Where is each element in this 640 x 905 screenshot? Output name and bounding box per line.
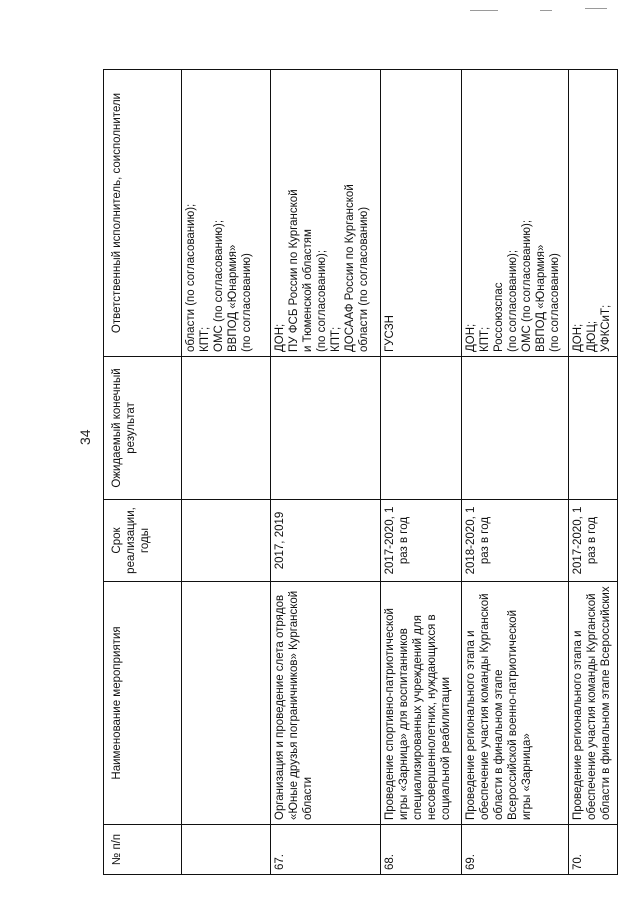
row-period: 2017, 2019 <box>271 500 381 582</box>
executor-line: ДОСААФ России по Курганской <box>344 184 356 352</box>
row-period: 2018-2020, 1 раз в год <box>462 500 569 582</box>
header-num: № п/п <box>104 825 182 875</box>
table-row <box>381 70 462 875</box>
executor-line: (по согласованию); <box>316 249 328 352</box>
row-result <box>182 357 271 500</box>
executor-line: ДОН; <box>572 323 584 352</box>
executor-line: УФКСиТ; <box>600 304 612 352</box>
row-executor <box>381 70 462 357</box>
executor-line: КПТ; <box>330 326 342 352</box>
table-row <box>569 70 618 875</box>
row-num: 69. <box>462 825 569 875</box>
executor-line: ПУ ФСБ России по Курганской <box>288 189 300 352</box>
header-name: Наименование мероприятия <box>104 582 182 825</box>
row-name: Проведение спортивно-патриотической игры «Зарница» для воспитанников специализированных учреждений для несовершеннолетних, нуждающихся в социальной реабилитации <box>381 582 462 825</box>
table-row <box>182 70 271 875</box>
row-result <box>271 357 381 500</box>
row-executor <box>569 70 618 357</box>
table-row <box>271 70 381 875</box>
executor-line: области (по согласованию); <box>185 203 197 352</box>
executor-line: области (по согласованию) <box>358 206 370 352</box>
row-num: 68. <box>381 825 462 875</box>
row-executor <box>271 70 381 357</box>
row-name: Проведение регионального этапа и обеспечение участия команды Курганской области в финальном этапе Всероссийской военно-патриотической игры «Зарница» <box>462 582 569 825</box>
row-num: 70. <box>569 825 618 875</box>
rotated-table-sheet <box>103 70 622 875</box>
scan-mark <box>470 10 498 11</box>
executor-line: (по согласованию) <box>241 253 253 352</box>
scan-mark <box>585 8 607 9</box>
executor-line: ГУСЗН <box>384 315 396 352</box>
table-row <box>462 70 569 875</box>
row-executor <box>182 70 271 357</box>
executor-line: ВВПОД «Юнармия» <box>227 244 239 352</box>
executor-line: и Тюменской областям <box>302 229 314 352</box>
executor-line: (по согласованию); <box>507 249 519 352</box>
row-name: Организация и проведение слета отрядов «Юные друзья пограничников» Курганской области <box>271 582 381 825</box>
executor-line: ДЮЦ; <box>586 320 598 352</box>
table-header-row <box>104 70 182 875</box>
row-name: Проведение регионального этапа и обеспечение участия команды Курганской области в финальном этапе Всероссийских <box>569 582 618 825</box>
row-period: 2017-2020, 1 раз в год <box>569 500 618 582</box>
executor-line: ОМС (по согласованию); <box>521 219 533 352</box>
row-period: 2017-2020, 1 раз в год <box>381 500 462 582</box>
executor-line: ДОН; <box>465 323 477 352</box>
row-result <box>381 357 462 500</box>
row-result <box>569 357 618 500</box>
executor-line: (по согласованию) <box>549 253 561 352</box>
row-name <box>182 582 271 825</box>
row-period <box>182 500 271 582</box>
header-executor: Ответственный исполнитель, соисполнители <box>104 70 182 357</box>
row-executor <box>462 70 569 357</box>
scan-mark <box>540 10 552 11</box>
header-result: Ожидаемый конечный результат <box>104 357 182 500</box>
executor-line: ОМС (по согласованию); <box>213 219 225 352</box>
row-num <box>182 825 271 875</box>
page-number: 34 <box>77 429 93 445</box>
executor-line: ВВПОД «Юнармия» <box>535 244 547 352</box>
row-num: 67. <box>271 825 381 875</box>
executor-line: КПТ; <box>479 326 491 352</box>
executor-line: ДОН; <box>274 323 286 352</box>
header-period: Срок реализации, годы <box>104 500 182 582</box>
executor-line: КПТ; <box>199 326 211 352</box>
row-result <box>462 357 569 500</box>
activities-table <box>103 69 618 875</box>
executor-line: Россоюзспас <box>493 282 505 352</box>
